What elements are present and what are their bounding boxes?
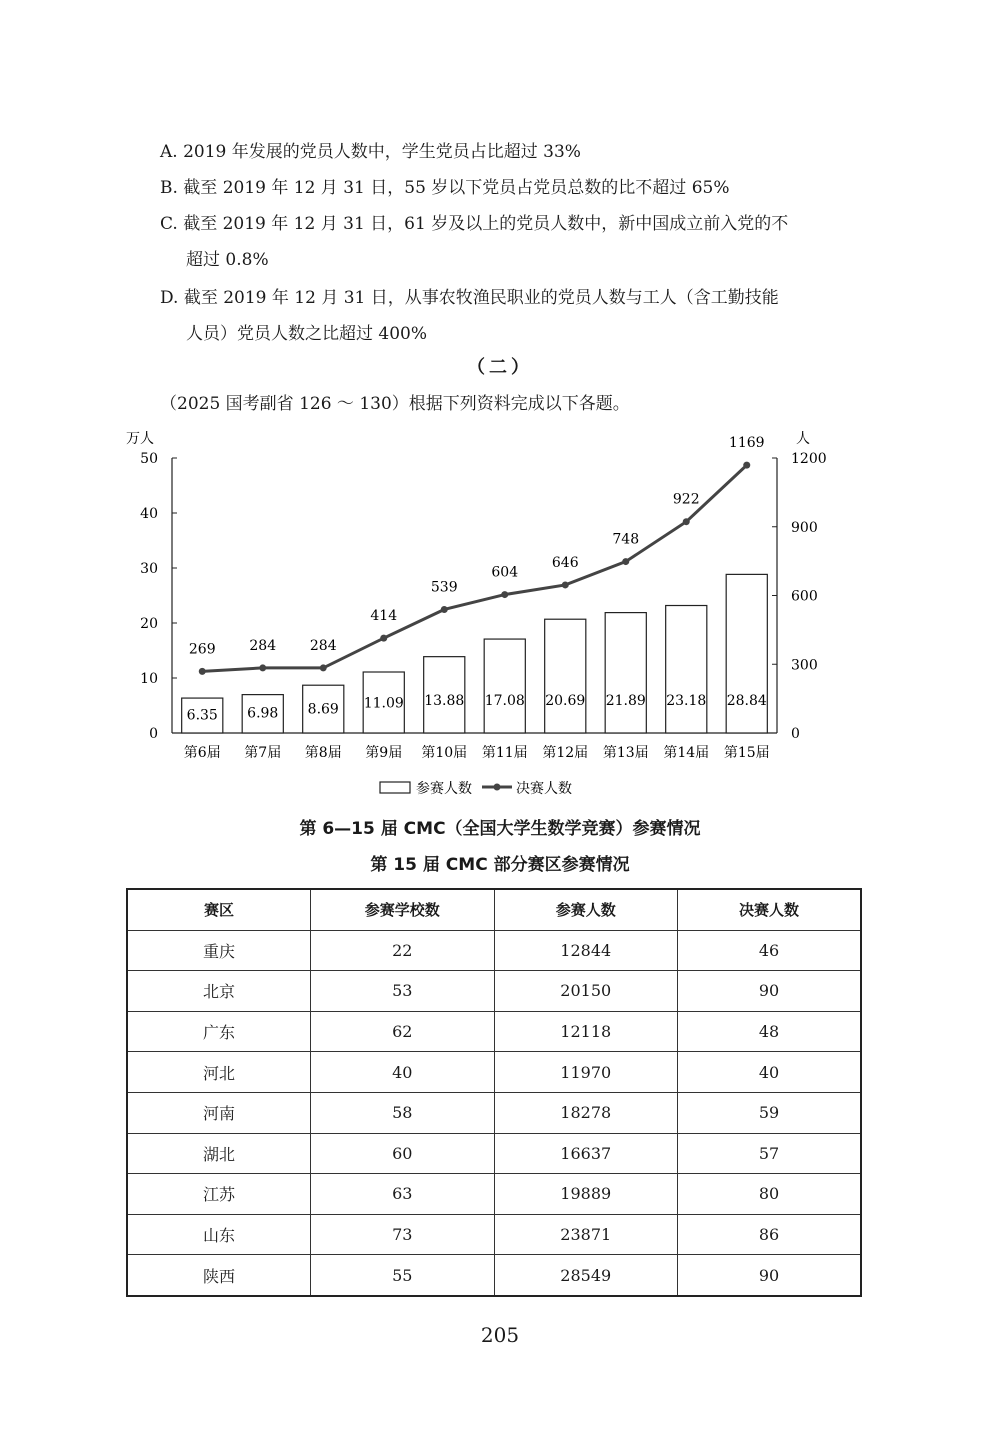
x-tick-label: 第15届 — [723, 745, 770, 761]
table-caption: 第 15 届 CMC 部分赛区参赛情况 — [370, 855, 630, 875]
cell-participants: 20150 — [494, 971, 678, 1012]
section-title: （二） — [467, 357, 533, 378]
header-finalists: 决赛人数 — [678, 889, 862, 930]
table-header-row — [127, 889, 861, 930]
cell-region: 广东 — [127, 1011, 311, 1052]
line-value-label: 604 — [491, 564, 519, 581]
bar-value-label: 17.08 — [484, 693, 525, 709]
cell-region: 陕西 — [127, 1255, 311, 1296]
cell-participants: 18278 — [494, 1092, 678, 1133]
line-value-label: 284 — [309, 637, 337, 654]
x-tick-label: 第6届 — [183, 745, 221, 761]
option-c-continued: 超过 0.8% — [186, 250, 269, 270]
header-schools: 参赛学校数 — [311, 889, 495, 930]
line-value-label: 284 — [249, 637, 277, 654]
right-tick-label: 300 — [791, 657, 818, 674]
cell-schools: 53 — [311, 971, 495, 1012]
line-point — [501, 591, 508, 598]
cell-region: 江苏 — [127, 1174, 311, 1215]
option-a: A. 2019 年发展的党员人数中，学生党员占比超过 33% — [160, 142, 581, 162]
x-tick-label: 第14届 — [663, 745, 710, 761]
x-tick-label: 第12届 — [542, 745, 589, 761]
cell-region: 湖北 — [127, 1133, 311, 1174]
option-b: B. 截至 2019 年 12 月 31 日，55 岁以下党员占党员总数的比不超过 65% — [160, 178, 730, 198]
bar-value-label: 8.69 — [307, 701, 339, 718]
table-row — [127, 930, 861, 971]
cell-region: 北京 — [127, 971, 311, 1012]
cell-participants: 16637 — [494, 1133, 678, 1174]
table-row — [127, 1092, 861, 1133]
bar — [666, 606, 707, 733]
bar-value-label: 20.69 — [545, 693, 586, 709]
table-row — [127, 1255, 861, 1296]
right-tick-label: 1200 — [791, 451, 827, 467]
left-tick-label: 20 — [140, 616, 158, 632]
legend-label-finalists: 决赛人数 — [516, 781, 572, 797]
cell-schools: 40 — [311, 1052, 495, 1093]
left-tick-label: 30 — [140, 561, 158, 577]
region-table — [126, 888, 862, 1297]
cell-participants: 23871 — [494, 1214, 678, 1255]
bar — [726, 574, 767, 733]
cell-schools: 55 — [311, 1255, 495, 1296]
option-c: C. 截至 2019 年 12 月 31 日，61 岁及以上的党员人数中，新中国成立前入党的不 — [160, 214, 789, 234]
cell-schools: 60 — [311, 1133, 495, 1174]
cell-participants: 19889 — [494, 1174, 678, 1215]
combo-chart — [120, 425, 840, 810]
x-tick-label: 第8届 — [304, 745, 342, 761]
x-tick-label: 第7届 — [244, 745, 282, 761]
line-value-label: 269 — [188, 641, 216, 658]
cell-finalists: 48 — [678, 1011, 862, 1052]
line-point — [380, 635, 387, 642]
bar — [605, 613, 646, 733]
left-tick-label: 40 — [140, 506, 158, 522]
x-tick-label: 第10届 — [421, 745, 468, 761]
cell-finalists: 59 — [678, 1092, 862, 1133]
page-number: 205 — [480, 1323, 520, 1347]
cell-finalists: 40 — [678, 1052, 862, 1093]
cell-participants: 28549 — [494, 1255, 678, 1296]
chart-caption: 第 6—15 届 CMC（全国大学生数学竞赛）参赛情况 — [299, 819, 701, 839]
cell-participants: 12118 — [494, 1011, 678, 1052]
header-participants: 参赛人数 — [494, 889, 678, 930]
line-point — [562, 581, 569, 588]
cell-region: 山东 — [127, 1214, 311, 1255]
cell-finalists: 80 — [678, 1174, 862, 1215]
bar-value-label: 28.84 — [726, 693, 767, 709]
right-tick-label: 900 — [791, 519, 818, 536]
line-point — [259, 664, 266, 671]
left-tick-label: 50 — [140, 451, 158, 467]
finalists-line — [202, 465, 747, 671]
cell-participants: 12844 — [494, 930, 678, 971]
table-row — [127, 971, 861, 1012]
legend-line-marker — [494, 784, 501, 791]
option-d: D. 截至 2019 年 12 月 31 日，从事农牧渔民职业的党员人数与工人（含工勤技能 — [160, 288, 779, 308]
right-axis-unit: 人 — [796, 431, 810, 447]
cell-region: 河北 — [127, 1052, 311, 1093]
line-value-label: 748 — [612, 531, 640, 548]
bar — [545, 619, 586, 733]
cell-region: 重庆 — [127, 930, 311, 971]
table-row — [127, 1133, 861, 1174]
left-tick-label: 0 — [149, 726, 158, 742]
line-value-label: 414 — [370, 608, 398, 625]
right-tick-label: 600 — [791, 588, 818, 605]
left-axis-unit: 万人 — [126, 431, 154, 447]
legend-bar-swatch — [380, 782, 410, 793]
bar-value-label: 6.35 — [186, 707, 218, 724]
line-point — [199, 668, 206, 675]
cell-region: 河南 — [127, 1092, 311, 1133]
option-d-continued: 人员）党员人数之比超过 400% — [186, 324, 428, 344]
left-tick-label: 10 — [140, 671, 158, 687]
bar-value-label: 11.09 — [363, 695, 404, 712]
cell-finalists: 46 — [678, 930, 862, 971]
table-row — [127, 1011, 861, 1052]
cell-participants: 11970 — [494, 1052, 678, 1093]
cell-schools: 73 — [311, 1214, 495, 1255]
line-value-label: 539 — [430, 579, 458, 596]
table-row — [127, 1214, 861, 1255]
table-row — [127, 1052, 861, 1093]
cell-finalists: 57 — [678, 1133, 862, 1174]
header-region: 赛区 — [127, 889, 311, 930]
line-value-label: 922 — [672, 491, 700, 508]
line-value-label: 1169 — [728, 435, 765, 452]
cell-schools: 22 — [311, 930, 495, 971]
legend-label-participants: 参赛人数 — [416, 781, 472, 797]
bar-value-label: 21.89 — [605, 693, 646, 709]
cell-finalists: 86 — [678, 1214, 862, 1255]
line-point — [622, 558, 629, 565]
x-tick-label: 第9届 — [365, 745, 403, 761]
line-point — [320, 664, 327, 671]
bar — [484, 639, 525, 733]
cell-finalists: 90 — [678, 971, 862, 1012]
intro-text: （2025 国考副省 126 ～ 130）根据下列资料完成以下各题。 — [160, 394, 630, 414]
right-tick-label: 0 — [791, 726, 800, 742]
line-value-label: 646 — [551, 554, 579, 571]
bar-value-label: 13.88 — [424, 693, 465, 709]
line-point — [441, 606, 448, 613]
x-tick-label: 第11届 — [481, 745, 528, 761]
table-row — [127, 1174, 861, 1215]
bar-value-label: 23.18 — [666, 693, 707, 709]
x-tick-label: 第13届 — [602, 745, 649, 761]
cell-schools: 62 — [311, 1011, 495, 1052]
cell-schools: 63 — [311, 1174, 495, 1215]
line-point — [683, 518, 690, 525]
chart-legend — [380, 780, 572, 797]
cell-finalists: 90 — [678, 1255, 862, 1296]
line-point — [743, 462, 750, 469]
bar-value-label: 6.98 — [247, 705, 279, 722]
cell-schools: 58 — [311, 1092, 495, 1133]
